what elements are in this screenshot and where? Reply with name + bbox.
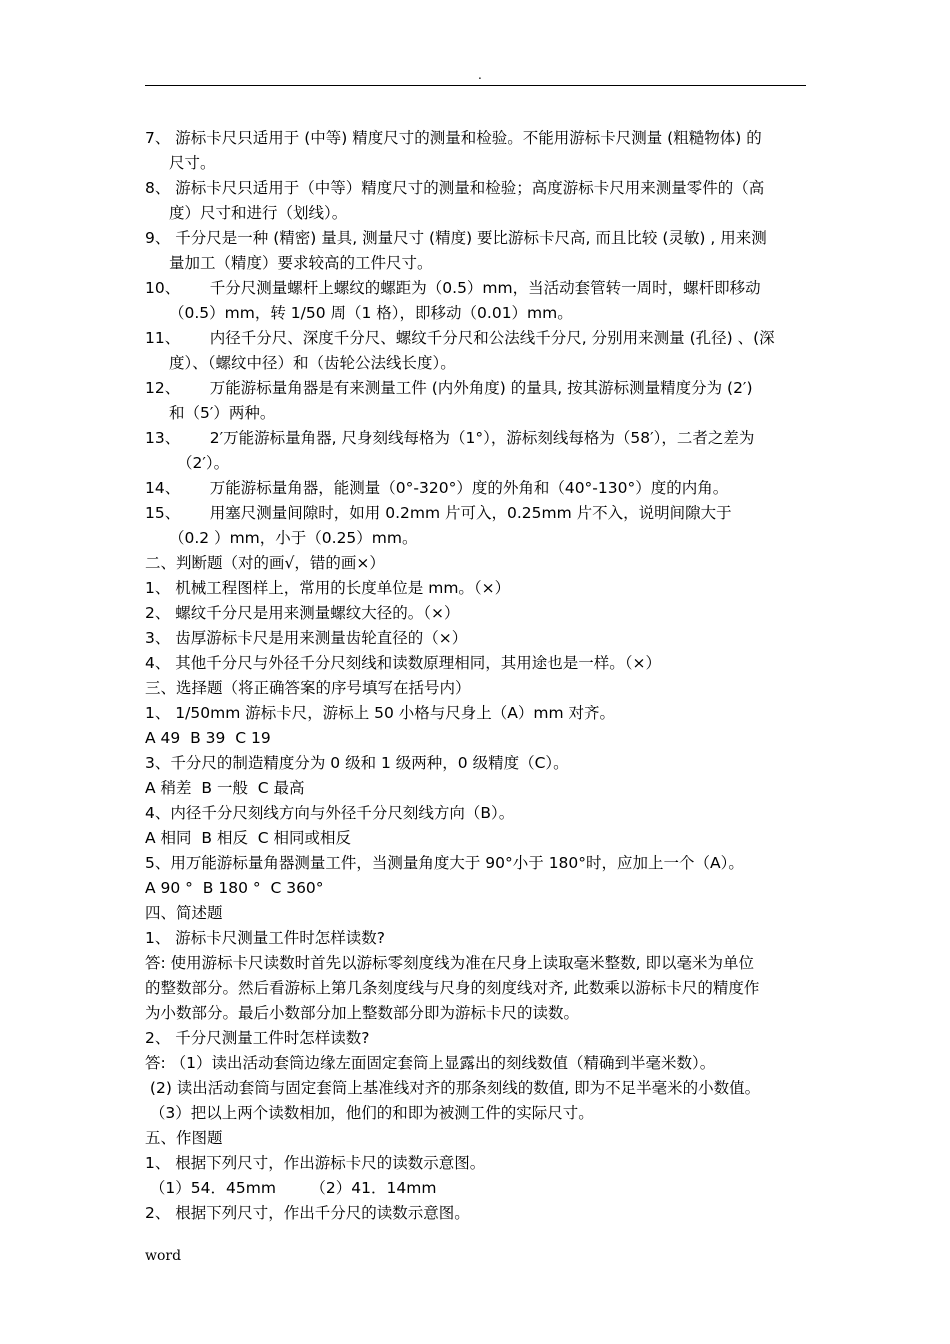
text-line: 答: （1）读出活动套筒边缘左面固定套筒上显露出的刻线数值（精确到半毫米数）。 — [145, 1054, 716, 1072]
text-line: 13、 2′万能游标量角器, 尺身刻线每格为（1°），游标刻线每格为（58′），二者之差为 — [145, 429, 755, 447]
text-line: 1、 游标卡尺测量工件时怎样读数? — [145, 929, 386, 947]
section-heading: 四、简述题 — [145, 904, 223, 922]
text-line: 量加工（精度）要求较高的工件尺寸。 — [169, 254, 433, 272]
answer-options: A 稍差 B 一般 C 最高 — [145, 779, 305, 797]
text-line: 1、 机械工程图样上，常用的长度单位是 mm。（×） — [145, 579, 511, 597]
text-line: 10、 千分尺测量螺杆上螺纹的螺距为（0.5）mm，当活动套管转一周时，螺杆即移动 — [145, 279, 761, 297]
text-line: 3、千分尺的制造精度分为 0 级和 1 级两种，0 级精度（C）。 — [145, 754, 569, 772]
text-line: 4、 其他千分尺与外径千分尺刻线和读数原理相同，其用途也是一样。（×） — [145, 654, 662, 672]
text-line: 的整数部分。然后看游标上第几条刻度线与尺身的刻度线对齐, 此数乘以游标卡尺的精度作 — [145, 979, 760, 997]
footer-word: word — [145, 1248, 182, 1264]
section-heading: 三、选择题（将正确答案的序号填写在括号内） — [145, 679, 471, 697]
text-line: 4、内径千分尺刻线方向与外径千分尺刻线方向（B）。 — [145, 804, 515, 822]
text-line: 2、 螺纹千分尺是用来测量螺纹大径的。（×） — [145, 604, 460, 622]
answer-options: A 90 ° B 180 ° C 360° — [145, 879, 324, 897]
text-line: （0.2 ）mm，小于（0.25）mm。 — [169, 529, 418, 547]
text-line: 12、 万能游标量角器是有来测量工件 (内外角度) 的量具, 按其游标测量精度分为 (2′) — [145, 379, 753, 397]
text-line: 和（5′）两种。 — [169, 404, 276, 422]
document-body — [145, 126, 811, 1226]
section-heading: 二、判断题（对的画√，错的画×） — [145, 554, 385, 572]
text-line: 尺寸。 — [169, 154, 216, 172]
text-line: 度）尺寸和进行（划线）。 — [169, 204, 348, 222]
text-line: 1、 根据下列尺寸，作出游标卡尺的读数示意图。 — [145, 1154, 486, 1172]
text-line: 14、 万能游标量角器，能测量（0°-320°）度的外角和（40°-130°）度的内角。 — [145, 479, 729, 497]
text-line: 2、 千分尺测量工件时怎样读数? — [145, 1029, 370, 1047]
text-line: 度）、（螺纹中径）和（齿轮公法线长度）。 — [169, 354, 456, 372]
header-rule — [145, 85, 806, 86]
text-line: （1）54．45mm （2）41．14mm — [145, 1179, 437, 1197]
text-line: 3、 齿厚游标卡尺是用来测量齿轮直径的（×） — [145, 629, 468, 647]
text-line: 8、 游标卡尺只适用于（中等）精度尺寸的测量和检验；高度游标卡尺用来测量零件的（高 — [145, 179, 765, 197]
section-heading: 五、作图题 — [145, 1129, 223, 1147]
text-line: 1、 1/50mm 游标卡尺，游标上 50 小格与尺身上（A）mm 对齐。 — [145, 704, 616, 722]
text-line: 15、 用塞尺测量间隙时，如用 0.2mm 片可入，0.25mm 片不入，说明间隙大于 — [145, 504, 732, 522]
header-dot: . — [478, 68, 482, 82]
text-line: 9、 千分尺是一种 (精密) 量具, 测量尺寸 (精度) 要比游标卡尺高, 而且比较 (灵敏) , 用来测 — [145, 229, 767, 247]
text-line: (2) 读出活动套筒与固定套筒上基准线对齐的那条刻线的数值, 即为不足半毫米的小数值。 — [145, 1079, 761, 1097]
text-line: 2、 根据下列尺寸，作出千分尺的读数示意图。 — [145, 1204, 470, 1222]
text-line: （3）把以上两个读数相加，他们的和即为被测工件的实际尺寸。 — [145, 1104, 594, 1122]
text-line: 5、用万能游标量角器测量工件，当测量角度大于 90°小于 180°时，应加上一个（A）。 — [145, 854, 744, 872]
answer-options: A 相同 B 相反 C 相同或相反 — [145, 829, 352, 847]
text-line: 7、 游标卡尺只适用于 (中等) 精度尺寸的测量和检验。不能用游标卡尺测量 (粗糙物体) 的 — [145, 129, 762, 147]
text-line: 为小数部分。最后小数部分加上整数部分即为游标卡尺的读数。 — [145, 1004, 580, 1022]
text-line: （2′）。 — [177, 454, 230, 472]
answer-options: A 49 B 39 C 19 — [145, 729, 271, 747]
text-line: 答: 使用游标卡尺读数时首先以游标零刻度线为准在尺身上读取毫米整数, 即以毫米为单位 — [145, 954, 755, 972]
text-line: 11、 内径千分尺、深度千分尺、螺纹千分尺和公法线千分尺, 分别用来测量 (孔径) 、(深 — [145, 329, 775, 347]
text-line: （0.5）mm，转 1/50 周（1 格），即移动（0.01）mm。 — [169, 304, 573, 322]
